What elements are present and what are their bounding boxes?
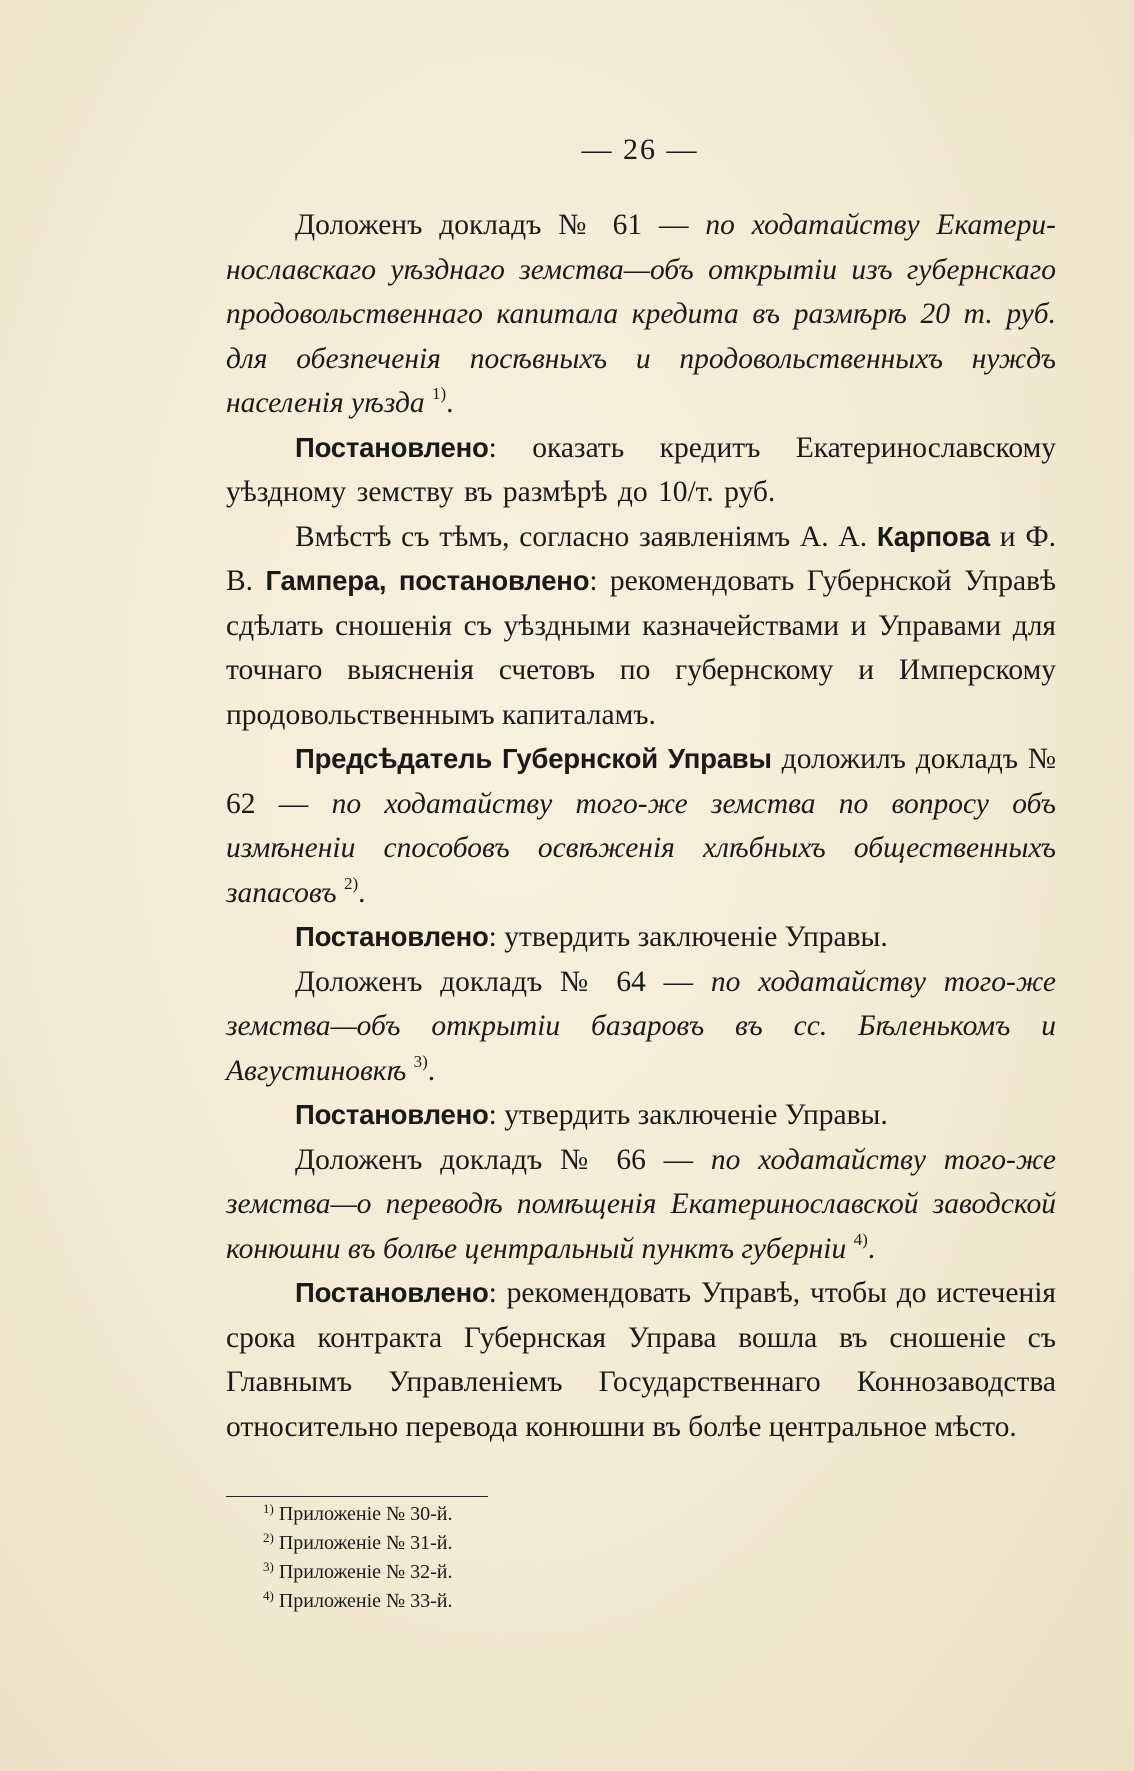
paragraph — [226, 737, 1056, 915]
bold-run: Постановлено — [295, 921, 489, 952]
text-run: . — [427, 1054, 436, 1087]
text-run: Доложенъ докладъ № 66 — — [295, 1143, 711, 1176]
bold-run: Постановлено — [295, 431, 489, 463]
paragraph — [226, 960, 1056, 1094]
footnote-text: Приложеніе № 32-й. — [278, 1561, 453, 1583]
text-run: : оказать кредитъ Екатеринославскому уѣздному земству въ размѣрѣ до 10/т. руб. — [226, 431, 1056, 508]
footnote-text: Приложеніе № 33-й. — [278, 1590, 453, 1612]
text-run — [337, 877, 344, 909]
main-text — [226, 203, 1056, 1449]
text-run: . — [446, 387, 454, 419]
italic-run: по ходатайству Екатеринославскаго уѣзднаго земства—объ открытіи изъ губернскаго продовольственнаго капитала кредита въ размѣрѣ 20 т. руб. для обезпеченія посѣвныхъ и продовольственныхъ нуждъ населенія уѣзда — [226, 209, 1056, 419]
footnote-text: Приложеніе № 31-й. — [278, 1532, 453, 1554]
paragraph — [226, 1271, 1056, 1449]
footnote-4 — [263, 1587, 453, 1616]
text-run: . — [358, 876, 366, 909]
text-run — [846, 1233, 853, 1265]
text-run: Вмѣстѣ съ тѣмъ, согласно заявленіямъ А. А. — [295, 520, 877, 553]
footnote-mark: 3) — [263, 1559, 274, 1574]
footnote-ref: 1) — [432, 384, 447, 403]
text-run: : рекомендовать Губернской Управѣ сдѣлать сношенія съ уѣздными казначействами и Управами для точнаго выясненія счетовъ по губернскому и Имперскому продовольственнымъ капиталамъ. — [226, 565, 1056, 731]
bold-run: Карпова — [876, 520, 990, 552]
text-run: Доложенъ докладъ № 64 — — [295, 965, 711, 998]
footnote-ref: 3) — [413, 1051, 428, 1071]
paragraph — [226, 426, 1056, 515]
footnotes — [263, 1500, 453, 1616]
footnote-mark: 2) — [263, 1530, 274, 1545]
text-run — [425, 387, 432, 419]
text-run: и Ф. В. — [226, 520, 1057, 597]
bold-run: Постановлено — [295, 1277, 489, 1308]
text-run: . — [867, 1232, 876, 1265]
page-number: — 26 — — [581, 133, 699, 166]
text-run: : утвердить заключеніе Управы. — [488, 1099, 888, 1131]
paragraph — [226, 1138, 1056, 1272]
footnote-rule — [226, 1496, 488, 1497]
text-run: : рекомендовать Управѣ, чтобы до истеченія срока контракта Губернская Управа вошла въ сношеніе съ Главнымъ Управленіемъ Государственнаго Коннозаводства относительно перевода конюшни въ болѣе центральное мѣсто. — [226, 1277, 1056, 1443]
paragraph — [226, 515, 1056, 738]
text-run — [406, 1055, 413, 1087]
footnote-1 — [263, 1500, 453, 1529]
footnote-3 — [263, 1558, 453, 1587]
paragraph — [226, 1093, 1056, 1138]
footnote-text: Приложеніе № 30-й. — [278, 1503, 453, 1525]
text-run: доложилъ докладъ № 62 — — [226, 743, 1056, 820]
bold-run: Гампера, постановлено — [265, 565, 590, 596]
italic-run: по ходатайству того-же земства—объ открытіи базаровъ въ сс. Бѣленькомъ и Августиновкѣ — [226, 965, 1056, 1087]
text-run: : утвердить заключеніе Управы. — [488, 921, 888, 953]
footnote-2 — [263, 1529, 453, 1558]
text-run: Доложенъ докладъ № 61 — — [295, 209, 706, 241]
italic-run: по ходатайству того-же земства по вопросу объ измѣненіи способовъ освѣженія хлѣбныхъ общественныхъ запасовъ — [226, 787, 1056, 909]
italic-run: по ходатайству того-же земства—о переводѣ помѣщенія Екатеринославской заводской конюшни въ болѣе центральный пунктъ губерніи — [226, 1143, 1056, 1265]
bold-run: Предсѣдатель Губернской Управы — [295, 743, 772, 774]
footnote-ref: 2) — [343, 873, 359, 893]
footnote-ref: 4) — [853, 1229, 868, 1249]
paragraph — [226, 915, 1056, 960]
footnote-mark: 1) — [263, 1501, 274, 1516]
paragraph — [226, 203, 1056, 426]
footnote-mark: 4) — [263, 1588, 274, 1603]
bold-run: Постановлено — [295, 1099, 489, 1130]
